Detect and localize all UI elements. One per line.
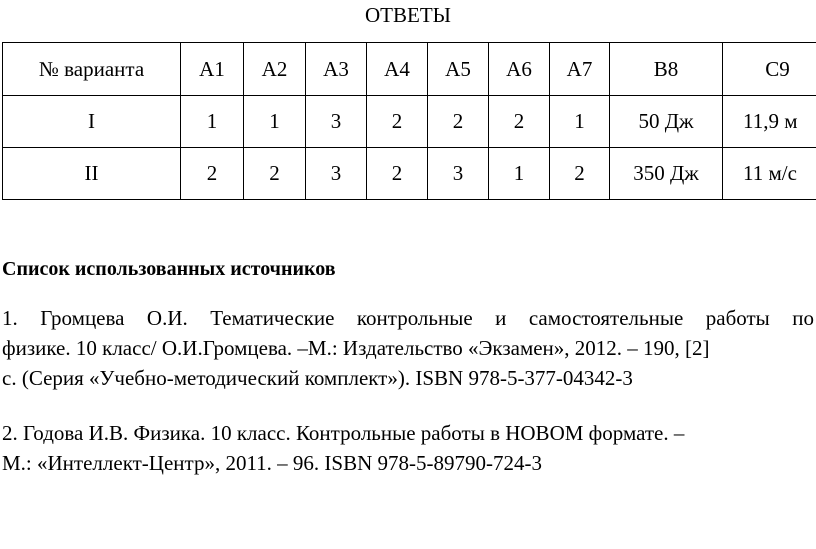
reference-line: М.: «Интеллект-Центр», 2011. – 96. ISBN 978-5-89790-724-3 xyxy=(2,451,542,475)
table-cell: 50 Дж xyxy=(610,96,723,148)
table-cell: 2 xyxy=(244,148,306,200)
table-cell: 2 xyxy=(550,148,610,200)
reference-line: 1. Громцева О.И. Тематические контрольные и самостоятельные работы по xyxy=(2,306,814,330)
table-row xyxy=(3,96,816,148)
table-cell: 3 xyxy=(428,148,489,200)
answers-table xyxy=(2,42,816,200)
table-cell: I xyxy=(3,96,181,148)
reference-item xyxy=(2,303,816,393)
table-cell: 11 м/с xyxy=(723,148,816,200)
sources-heading: Список использованных источников xyxy=(2,258,336,280)
table-cell: 2 xyxy=(367,96,428,148)
table-header-row xyxy=(3,43,816,96)
table-cell: 2 xyxy=(489,96,550,148)
table-row xyxy=(3,148,816,200)
table-cell: 2 xyxy=(367,148,428,200)
table-cell: 1 xyxy=(550,96,610,148)
header-cell: А3 xyxy=(306,43,367,96)
table-cell: 2 xyxy=(428,96,489,148)
reference-item xyxy=(2,418,816,478)
table-cell: 350 Дж xyxy=(610,148,723,200)
header-cell: В8 xyxy=(610,43,723,96)
header-cell: А6 xyxy=(489,43,550,96)
table-cell: 1 xyxy=(181,96,244,148)
page-title: ОТВЕТЫ xyxy=(365,3,451,27)
table-cell: II xyxy=(3,148,181,200)
table-cell: 3 xyxy=(306,96,367,148)
header-cell: А1 xyxy=(181,43,244,96)
header-cell: С9 xyxy=(723,43,816,96)
header-cell: А7 xyxy=(550,43,610,96)
table-cell: 2 xyxy=(181,148,244,200)
table-cell: 1 xyxy=(244,96,306,148)
header-cell: А4 xyxy=(367,43,428,96)
table-cell: 11,9 м xyxy=(723,96,816,148)
reference-line: физике. 10 класс/ О.И.Громцева. –М.: Издательство «Экзамен», 2012. – 190, [2] xyxy=(2,336,710,360)
header-cell: А2 xyxy=(244,43,306,96)
reference-line: 2. Годова И.В. Физика. 10 класс. Контрольные работы в НОВОМ формате. – xyxy=(2,421,685,445)
reference-line: с. (Серия «Учебно-методический комплект»). ISBN 978-5-377-04342-3 xyxy=(2,366,633,390)
table-cell: 1 xyxy=(489,148,550,200)
table-cell: 3 xyxy=(306,148,367,200)
header-cell: А5 xyxy=(428,43,489,96)
header-cell: № варианта xyxy=(3,43,181,96)
